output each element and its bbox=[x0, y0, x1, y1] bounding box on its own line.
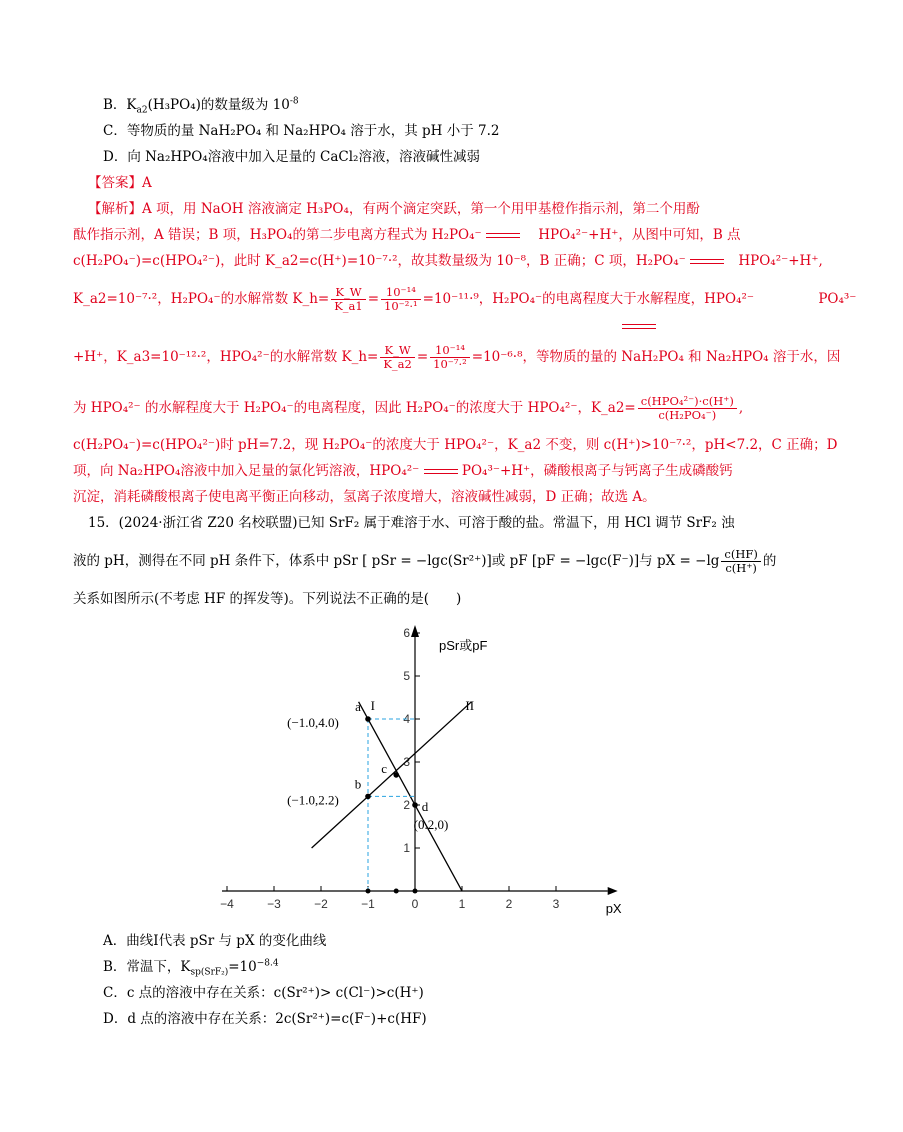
psr-pf-chart bbox=[220, 620, 620, 920]
equilibrium-arrow-icon bbox=[622, 316, 656, 335]
axis-dot bbox=[413, 889, 418, 894]
analysis-tag: 【解析】 bbox=[88, 201, 142, 217]
series-label: I bbox=[370, 697, 375, 713]
equilibrium-arrow-icon bbox=[424, 467, 458, 477]
x-tick-label: −4 bbox=[220, 897, 234, 911]
x-tick-label: −3 bbox=[267, 897, 281, 911]
y-tick-label: 3 bbox=[403, 755, 410, 769]
analysis-line-9: 沉淀，消耗磷酸根离子使电离平衡正向移动，氢离子浓度增大，溶液碱性减弱，D 正确；故选 A。 bbox=[73, 489, 656, 505]
point-label: c bbox=[381, 760, 388, 776]
y-tick-label: 5 bbox=[403, 669, 410, 683]
point-coord-label: (0.2,0) bbox=[413, 817, 449, 832]
y-tick-label: 2 bbox=[403, 798, 410, 812]
option-b: B．常温下，$K_{sp(SrF_2)}=10^{-8.4}$ bbox=[103, 958, 279, 978]
option-c-prev: C．等物质的量 NaH₂PO₄ 和 Na₂HPO₄ 溶于水，其 pH 小于 7.2 bbox=[103, 123, 500, 139]
kh2-value-fraction: $\frac{\text{10⁻¹⁴}}{\text{10⁻⁷·²}}$ bbox=[430, 344, 470, 371]
analysis-line-7: c(H₂PO₄⁻)=c(HPO₄²⁻)时 pH=7.2，现 H₂PO₄⁻的浓度大于 HPO₄²⁻，K_a2 不变，则 c(H⁺)>10⁻⁷·²，pH<7.2，C 正确；D bbox=[73, 437, 838, 453]
kh-fraction: $\frac{K\_W}{K\_a1}$ bbox=[331, 286, 366, 313]
x-tick-label: −1 bbox=[361, 897, 375, 911]
q15-line-3: 关系如图所示(不考虑 HF 的挥发等)。下列说法不正确的是( ) bbox=[73, 591, 462, 607]
kh2-fraction: $\frac{K\_W}{K\_a2}$ bbox=[380, 344, 415, 371]
point-label: a bbox=[355, 699, 361, 714]
x-tick-label: −2 bbox=[314, 897, 328, 911]
analysis-line-3: c(H₂PO₄⁻)=c(HPO₄²⁻)，此时 K_a2=c(H⁺)=10⁻⁷·²，故其数量级为 10⁻⁸，B 正确；C 项，H₂PO₄⁻ HPO₄²⁻+H⁺, bbox=[73, 253, 823, 269]
q15-line-1: 15．(2024·浙江省 Z20 名校联盟)已知 SrF₂ 属于难溶于水、可溶于酸的盐。常温下，用 HCl 调节 SrF₂ 浊 bbox=[88, 515, 735, 531]
point-coord-label: (−1.0,2.2) bbox=[287, 792, 339, 808]
y-axis-label: pSr或pF bbox=[439, 638, 488, 654]
x-axis-arrow-icon bbox=[608, 887, 618, 895]
kh-value-fraction: $\frac{\text{10⁻¹⁴}}{\text{10⁻²·¹}}$ bbox=[381, 286, 421, 313]
point-label: d bbox=[421, 799, 429, 814]
x-tick-label: 2 bbox=[505, 897, 513, 911]
analysis-line-8: 项，向 Na₂HPO₄溶液中加入足量的氯化钙溶液，HPO₄²⁻ PO₄³⁻+H⁺，磷酸根离子与钙离子生成磷酸钙 bbox=[73, 463, 733, 479]
analysis-line-1: 【解析】A 项，用 NaOH 溶液滴定 H₃PO₄，有两个滴定突跃，第一个用甲基橙作指示剂，第二个用酚 bbox=[88, 201, 700, 217]
point-b bbox=[365, 794, 371, 800]
y-tick-label: 4 bbox=[403, 712, 410, 726]
option-d: D．d 点的溶液中存在关系：2c(Sr²⁺)=c(F⁻)+c(HF) bbox=[103, 1011, 427, 1027]
option-a: A．曲线Ⅰ代表 pSr 与 pX 的变化曲线 bbox=[103, 933, 327, 949]
y-tick-label: 1 bbox=[403, 841, 410, 855]
point-a bbox=[365, 716, 371, 722]
x-axis-label: pX bbox=[605, 901, 622, 916]
axis-dot bbox=[394, 889, 399, 894]
series-label: II bbox=[465, 697, 475, 713]
x-tick-label: 0 bbox=[411, 897, 419, 911]
x-tick-label: 3 bbox=[552, 897, 560, 911]
point-d bbox=[412, 802, 418, 808]
analysis-line-2: 酞作指示剂，A 错误；B 项，H₃PO₄的第二步电离方程式为 H₂PO₄⁻ HPO₄²⁻+H⁺，从图中可知，B 点 bbox=[73, 227, 741, 243]
option-d-prev: D．向 Na₂HPO₄溶液中加入足量的 CaCl₂溶液，溶液碱性减弱 bbox=[103, 149, 480, 165]
q15-line-2: 液的 pH，测得在不同 pH 条件下，体系中 pSr [ pSr = −lgc(Sr²⁺)]或 pF [pF = −lgc(F⁻)]与 pX = −lg $\frac{c(HF)}{c(H^+)}$ 的 bbox=[73, 547, 777, 575]
equilibrium-arrow-icon bbox=[486, 231, 520, 241]
point-label: b bbox=[354, 776, 362, 792]
option-b-prev: B．$K_{a2}(H_3PO_4)$的数量级为 $10^{-8}$ bbox=[103, 96, 299, 116]
point-coord-label: (−1.0,4.0) bbox=[287, 715, 339, 730]
x-tick-label: 1 bbox=[458, 897, 466, 911]
analysis-line-5: +H⁺，K_a3=10⁻¹²·²，HPO₄²⁻的水解常数 K_h= $\frac{K\_W}{K\_a2}$ = $\frac{\text{10⁻¹⁴}}{\text{10⁻⁷·²}}$ =10⁻⁶·⁸，等物质的量的 NaH₂PO₄ 和 Na₂HPO₄ 溶于水，因 bbox=[73, 343, 841, 371]
option-c: C．c 点的溶液中存在关系：c(Sr²⁺)> c(Cl⁻)>c(H⁺) bbox=[103, 985, 424, 1001]
analysis-line-4: K_a2=10⁻⁷·²，H₂PO₄⁻的水解常数 K_h= $\frac{K\_W}{K\_a1}$ = $\frac{\text{10⁻¹⁴}}{\text{10⁻²·¹}}$ =10⁻¹¹·⁹，H₂PO₄⁻的电离程度大于水解程度，HPO₄²⁻ PO₄³⁻ bbox=[73, 285, 857, 313]
ka2-fraction: $\frac{\text{c(HPO₄²⁻)·c(H⁺)}}{\text{c(H₂PO₄⁻)}}$ bbox=[638, 395, 737, 422]
point-c bbox=[393, 772, 399, 778]
y-tick-label: 6 bbox=[403, 626, 410, 640]
px-fraction: $\frac{c(HF)}{c(H^+)}$ bbox=[721, 548, 760, 575]
axis-dot bbox=[366, 889, 371, 894]
equilibrium-arrow-icon bbox=[690, 257, 724, 267]
y-axis-arrow-icon bbox=[411, 625, 419, 637]
answer-tag: 【答案】A bbox=[88, 175, 152, 191]
analysis-line-6: 为 HPO₄²⁻ 的水解程度大于 H₂PO₄⁻的电离程度，因此 H₂PO₄⁻的浓度大于 HPO₄²⁻，K_a2= $\frac{\text{c(HPO₄²⁻)·c(H⁺)}}{\text{c(H₂PO₄⁻)}}$ , bbox=[73, 394, 744, 422]
